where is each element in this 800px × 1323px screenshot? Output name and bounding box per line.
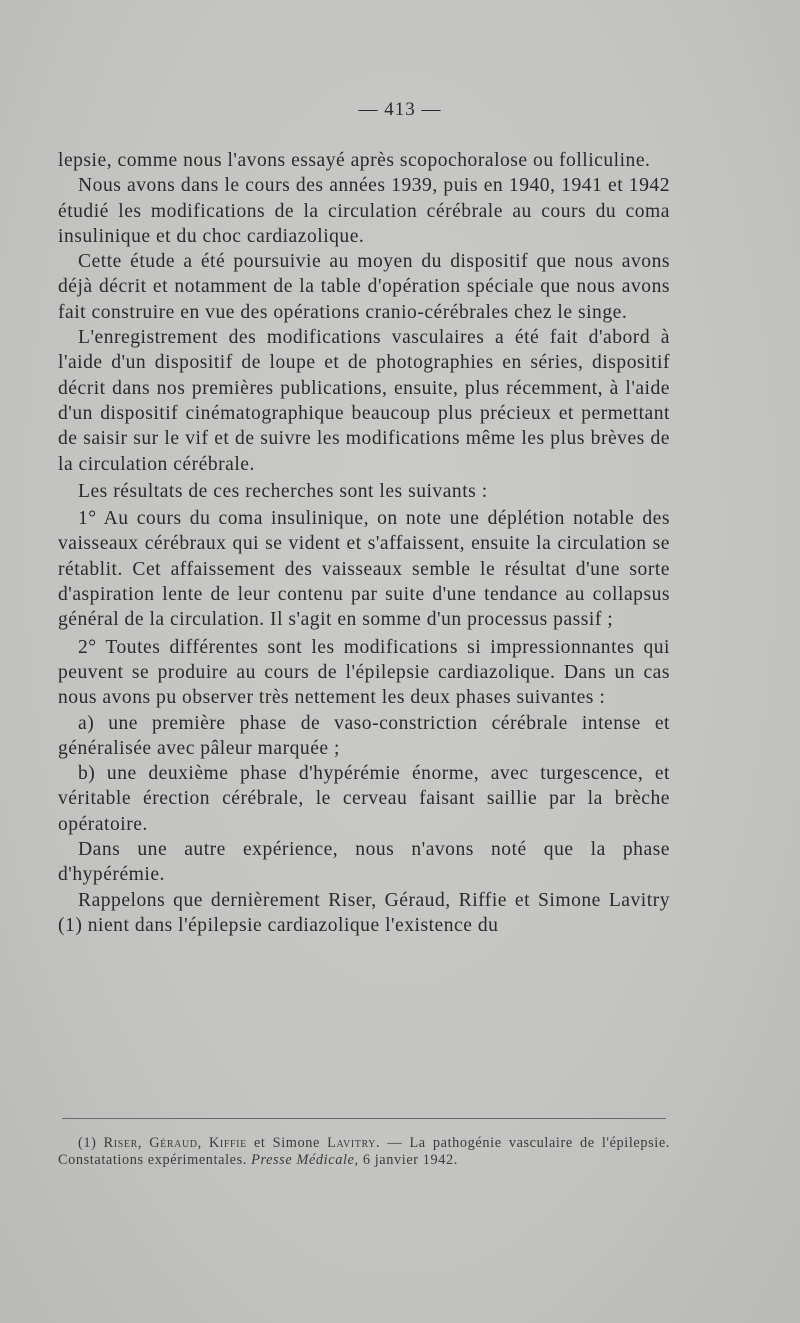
paragraph-9: b) une deuxième phase d'hypérémie énorme, avec turgescence, et véritable érection cérébrale, le cerveau faisant saillie par la brèche opératoire. (58, 763, 670, 835)
footnote-authors: Riser, Géraud, Kiffie (103, 1135, 247, 1151)
footnote-text (58, 1135, 670, 1169)
paragraph-11: Rappelons que dernièrement Riser, Géraud, Riffie et Simone Lavitry (1) nient dans l'épilepsie cardiazolique l'existence du (58, 889, 670, 936)
footnote-divider (62, 1118, 666, 1119)
footnote-connector: et Simone (246, 1135, 328, 1151)
footnote (58, 1135, 670, 1169)
paragraph-6: 1° Au cours du coma insulinique, on note une déplétion notable des vaisseaux cérébraux qui se vident et s'affaissent, ensuite la circulation se rétablit. Cet affaissement des vaisseaux semble le résultat d'une sorte d'aspiration lente de leur contenu par suite d'une tendance au collapsus général de la circulation. Il s'agit en somme d'un processus passif ; (58, 508, 670, 631)
footnote-last-author: Lavitry (327, 1135, 377, 1151)
paragraph-1: lepsie, comme nous l'avons essayé après scopochoralose ou folliculine. (58, 150, 651, 171)
footnote-date: , 6 janvier 1942. (354, 1152, 458, 1168)
footnote-marker: (1) (78, 1135, 97, 1151)
footnote-journal: Presse Médicale (251, 1152, 355, 1168)
paragraph-10: Dans une autre expérience, nous n'avons noté que la phase d'hypérémie. (58, 839, 670, 886)
paragraph-7: 2° Toutes différentes sont les modifications si impressionnantes qui peuvent se produire au cours de l'épilepsie cardiazolique. Dans un cas nous avons pu observer très nettement les deux phases suivantes : (58, 636, 670, 709)
paragraph-2: Nous avons dans le cours des années 1939, puis en 1940, 1941 et 1942 étudié les modifications de la circulation cérébrale au cours du coma insulinique et du choc cardiazolique. (58, 175, 670, 247)
paragraph-8: a) une première phase de vaso-constriction cérébrale intense et généralisée avec pâleur marquée ; (58, 712, 670, 759)
paragraph-4: L'enregistrement des modifications vasculaires a été fait d'abord à l'aide d'un dispositif de loupe et de photographies en séries, dispositif décrit dans nos premières publications, ensuite, plus récemment, à l'aide d'un dispositif cinématographique beaucoup plus précieux et permettant de saisir sur le vif et de suivre les modifications même les plus brèves de la circulation cérébrale. (58, 327, 670, 475)
paragraph-5: Les résultats de ces recherches sont les suivants : (78, 480, 488, 502)
footnote-title: . — La pathogénie vasculaire de l'épilepsie. Constatations expérimentales. (58, 1135, 670, 1168)
page-number: — 413 — (358, 99, 442, 120)
paragraph-3: Cette étude a été poursuivie au moyen du dispositif que nous avons déjà décrit et notamment de la table d'opération spéciale que nous avons fait construire en vue des opérations cranio-cérébrales chez le singe. (58, 251, 670, 323)
body-text (58, 148, 670, 938)
